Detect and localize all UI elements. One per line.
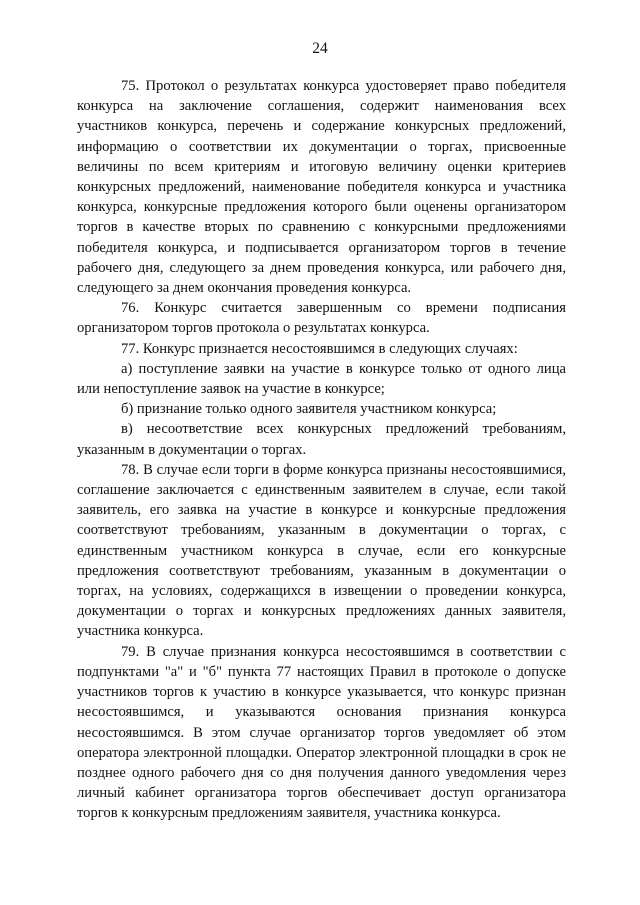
document-body [77,76,566,824]
paragraph-77-b: б) признание только одного заявителя участником конкурса; [121,401,497,418]
paragraph-75: 75. Протокол о результатах конкурса удостоверяет право победителя конкурса на заключение соглашения, содержит наименования всех участников конкурса, перечень и содержание конкурсных предложений, информацию о соответствии их документации о торгах, присвоенные величины по всем критериям и итоговую величину оценки критериев конкурсных предложений, наименование победителя конкурса и участника конкурса, конкурсные предложения которого были оценены организатором торгов в качестве вторых по сравнению с конкурсными предложениями победителя конкурса, и подписывается организатором торгов в течение рабочего дня, следующего за днем проведения конкурса, или рабочего дня, следующего за днем окончания проведения конкурса. [77,78,566,297]
paragraph-77-v: в) несоответствие всех конкурсных предложений требованиям, указанным в документации о торгах. [77,421,566,458]
paragraph-77: 77. Конкурс признается несостоявшимся в следующих случаях: [121,340,518,357]
paragraph-79: 79. В случае признания конкурса несостоявшимся в соответствии с подпунктами "а" и "б" пункта 77 настоящих Правил в протоколе о допуске участников торгов к участию в конкурсе указывается, что конкурс признан несостоявшимся, и указываются основания признания конкурса несостоявшимся. В этом случае организатор торгов уведомляет об этом оператора электронной площадки. Оператор электронной площадки в срок не позднее одного рабочего дня со дня получения данного уведомления через личный кабинет организатора торгов обеспечивает доступ организатора торгов к конкурсным предложениям заявителя, участника конкурса. [77,643,566,822]
paragraph-76: 76. Конкурс считается завершенным со времени подписания организатором торгов протокола о результатах конкурса. [77,300,566,337]
paragraph-78: 78. В случае если торги в форме конкурса признаны несостоявшимися, соглашение заключается с единственным заявителем в случае, если такой заявитель, его заявка на участие в конкурсе и конкурсные предложения соответствуют требованиям, указанным в документации о торгах, с единственным участником конкурса в случае, если его конкурсные предложения соответствуют требованиям, указанным в документации о торгах, на условиях, содержащихся в извещении о проведении конкурса, документации о торгах и конкурсных предложениях данных заявителя, участника конкурса. [77,461,566,640]
paragraph-77-a: а) поступление заявки на участие в конкурсе только от одного лица или непоступление заявок на участие в конкурсе; [77,360,566,398]
page-number: 24 [312,40,328,57]
